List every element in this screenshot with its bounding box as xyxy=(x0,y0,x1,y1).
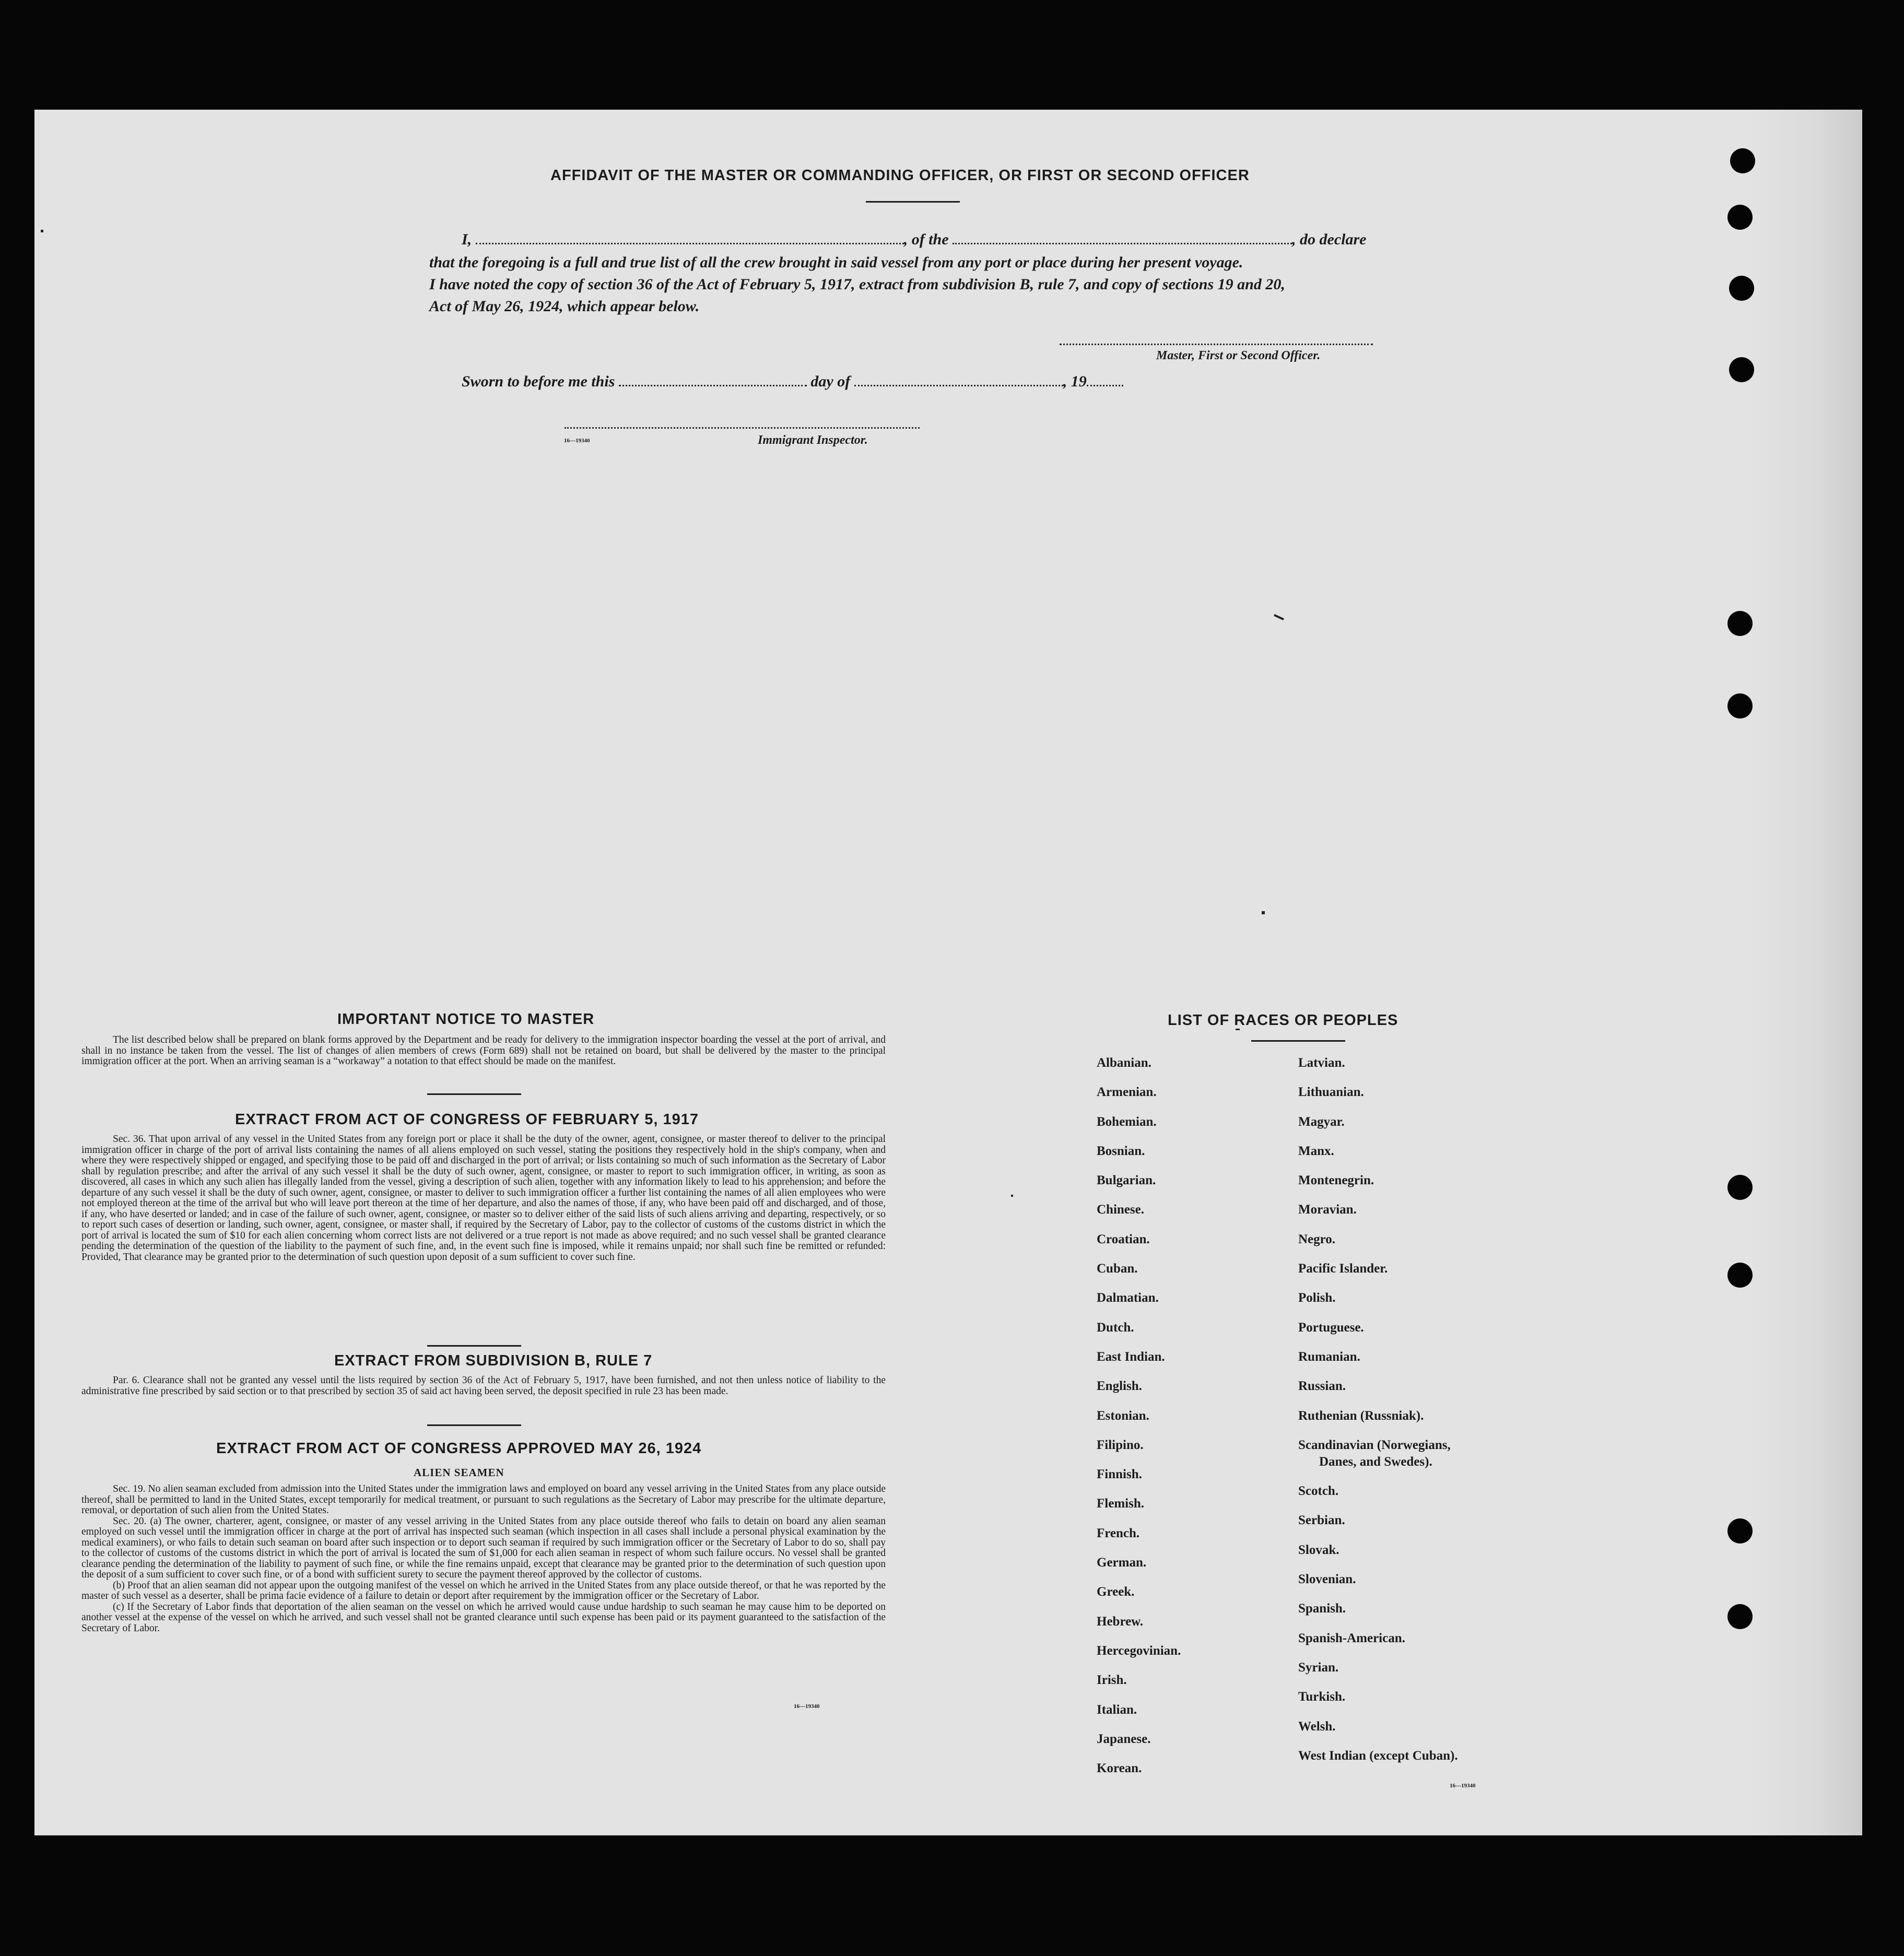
punch-hole-icon xyxy=(1727,205,1753,230)
race-item: Slovenian. xyxy=(1298,1572,1356,1587)
sworn-month-blank[interactable] xyxy=(854,373,1063,386)
race-item: Dutch. xyxy=(1097,1320,1134,1335)
races-title: LIST OF RACES OR PEOPLES xyxy=(1168,1012,1398,1029)
inspector-signature-blank[interactable] xyxy=(565,427,920,429)
extract-1924-body xyxy=(81,1484,886,1634)
race-item: Spanish. xyxy=(1298,1601,1346,1616)
sec-20c-text: (c) If the Secretary of Labor finds that deportation of the alien seaman on the vessel on which he arrived would cause undue hardship to such seaman he may cause him to be deported on another vessel at the expense of the vessel on which he arrived, and such vessel shall not be granted clearance until such expense has been paid or its payment guaranteed to the satisfaction of the Secretary of Labor. xyxy=(81,1601,886,1634)
form-number: 16—19340 xyxy=(794,1703,820,1710)
affidavit-line-1 xyxy=(462,229,1366,251)
race-item: Finnish. xyxy=(1097,1467,1142,1482)
race-item: West Indian (except Cuban). xyxy=(1298,1748,1458,1763)
affidavit-line-3: I have noted the copy of section 36 of the Act of February 5, 1917, extract from subdivision B, rule 7, and copy of sections 19 and 20, xyxy=(429,276,1285,293)
race-item: Moravian. xyxy=(1298,1203,1357,1217)
race-item: French. xyxy=(1097,1526,1140,1540)
speck xyxy=(41,230,43,232)
races-right-column xyxy=(1298,1056,1458,1778)
speck xyxy=(1262,911,1265,914)
title-rule xyxy=(866,201,960,203)
races-left-column xyxy=(1097,1056,1181,1790)
race-item: Turkish. xyxy=(1298,1690,1346,1704)
race-item: Serbian. xyxy=(1298,1513,1345,1528)
speck xyxy=(1274,614,1284,620)
sec-20b-text: (b) Proof that an alien seaman did not appear upon the outgoing manifest of the vessel on which he arrived in the United States from any place outside thereof, or that he was reported by the master of such vessel as a deserter, shall be prima facie evidence of a failure to detain or deport after requirement by the immigration officer or the Secretary of Labor. xyxy=(81,1580,886,1601)
notice-text: The list described below shall be prepared on blank forms approved by the Department and be ready for delivery to the immigration inspector boarding the vessel at the port of arrival, and shall in no instance be taken from the vessel. The list of changes of alien members of crews (Form 689) shall not be retained on board, but shall be delivered by the master to the principal immigration officer at the port. When an arriving seaman is a “workaway” a notation to that effect should be made on the manifest. xyxy=(81,1034,886,1067)
page-edge-shadow xyxy=(1747,110,1862,1835)
race-item: Italian. xyxy=(1097,1702,1137,1717)
race-item: Albanian. xyxy=(1097,1056,1151,1070)
race-item: Syrian. xyxy=(1298,1660,1339,1675)
race-item-continued: Danes, and Swedes). xyxy=(1319,1454,1432,1469)
race-item: Manx. xyxy=(1298,1144,1334,1158)
sworn-line xyxy=(462,371,1123,393)
sworn-year-blank[interactable] xyxy=(1087,373,1123,386)
race-item: Negro. xyxy=(1298,1232,1336,1246)
affidavit-declare-label: , do declare xyxy=(1292,231,1367,248)
race-item: Montenegrin. xyxy=(1298,1173,1374,1188)
race-item: East Indian. xyxy=(1097,1349,1165,1364)
punch-hole-icon xyxy=(1727,693,1753,718)
race-item: Bulgarian. xyxy=(1097,1173,1156,1188)
race-item: Latvian. xyxy=(1298,1056,1345,1070)
extract-1924-title: EXTRACT FROM ACT OF CONGRESS APPROVED MAY 26, 1924 xyxy=(216,1440,702,1457)
punch-hole-icon xyxy=(1730,148,1755,173)
race-item: Ruthenian (Russniak). xyxy=(1298,1408,1424,1423)
race-item: English. xyxy=(1097,1379,1142,1394)
race-item: Magyar. xyxy=(1298,1114,1345,1129)
extract-1917-title: EXTRACT FROM ACT OF CONGRESS OF FEBRUARY 5, 1917 xyxy=(235,1111,699,1128)
master-signature-blank[interactable] xyxy=(1060,344,1373,345)
form-number: 16—19340 xyxy=(1450,1783,1476,1789)
race-item: Rumanian. xyxy=(1298,1349,1360,1364)
master-signature-caption: Master, First or Second Officer. xyxy=(1156,349,1321,362)
affiant-name-blank[interactable] xyxy=(476,231,904,244)
race-item: Armenian. xyxy=(1097,1085,1157,1100)
section-rule xyxy=(427,1345,521,1347)
rule7-text: Par. 6. Clearance shall not be granted any vessel until the lists required by section 36 of the Act of February 5, 1917, have been furnished, and not then unless notice of liability to the administrative fine prescribed by said section or to that prescribed by section 35 of said act having been served, the deposit specified in rule 23 has been made. xyxy=(81,1375,886,1397)
punch-hole-icon xyxy=(1729,276,1754,301)
section-rule xyxy=(427,1093,521,1095)
punch-hole-icon xyxy=(1727,611,1753,636)
punch-hole-icon xyxy=(1727,1263,1753,1288)
sworn-day-blank[interactable] xyxy=(619,373,807,386)
race-item: Cuban. xyxy=(1097,1262,1138,1276)
race-item: Bosnian. xyxy=(1097,1144,1145,1158)
document-page xyxy=(34,110,1862,1835)
sworn-year-label: , 19 xyxy=(1063,373,1087,390)
race-item: Bohemian. xyxy=(1097,1114,1157,1129)
punch-hole-icon xyxy=(1729,357,1754,382)
affidavit-i-label: I, xyxy=(462,231,472,248)
sworn-label: Sworn to before me this xyxy=(462,373,615,390)
race-item: Flemish. xyxy=(1097,1497,1144,1511)
rule7-title: EXTRACT FROM SUBDIVISION B, RULE 7 xyxy=(334,1352,653,1369)
affidavit-of-the-label: , of the xyxy=(903,231,949,248)
race-item: German. xyxy=(1097,1556,1147,1570)
race-item: Welsh. xyxy=(1298,1719,1336,1734)
sec-20a-text: Sec. 20. (a) The owner, charterer, agent, consignee, or master of any vessel arriving in the United States from any place outside thereof who fails to detain on board any alien seaman employed on such vessel until the immigration officer in charge at the port of arrival has inspected such seaman (which inspection in all cases shall include a personal physical examination by the medical examiners), or who fails to detain such seaman on board after such inspection or to deport such seaman if required by such immigration officer or the Secretary of Labor to do so, shall pay to the collector of customs of the customs district in which the port of arrival is located the sum of $1,000 for each alien seaman in respect of whom such failure occurs. No vessel shall be granted clearance pending the determination of the liability to payment of such fine, or while the fine remains unpaid, except that clearance may be granted prior to the determination of such question upon the deposit of a sum sufficient to cover such fine, or of a bond with sufficient surety to secure the payment thereof approved by the collector of customs. xyxy=(81,1515,886,1580)
race-item: Japanese. xyxy=(1097,1731,1151,1746)
race-item: Irish. xyxy=(1097,1673,1127,1688)
race-item: Hercegovinian. xyxy=(1097,1643,1181,1658)
race-item: Croatian. xyxy=(1097,1232,1150,1246)
vessel-blank[interactable] xyxy=(953,231,1292,244)
race-item: Scotch. xyxy=(1298,1484,1339,1499)
race-item: Scandinavian (Norwegians, xyxy=(1298,1437,1451,1452)
race-item: Polish. xyxy=(1298,1291,1336,1305)
affidavit-line-2: that the foregoing is a full and true list of all the crew brought in said vessel from any port or place during her present voyage. xyxy=(429,254,1243,271)
race-item: Korean. xyxy=(1097,1761,1142,1776)
race-item: Portuguese. xyxy=(1298,1320,1364,1335)
punch-hole-icon xyxy=(1727,1604,1753,1629)
speck xyxy=(1011,1195,1013,1197)
sworn-day-of-label: day of xyxy=(810,373,851,390)
inspector-caption: Immigrant Inspector. xyxy=(758,433,868,447)
section-rule xyxy=(427,1424,521,1426)
race-item: Russian. xyxy=(1298,1379,1346,1394)
race-item: Hebrew. xyxy=(1097,1614,1144,1629)
races-title-rule xyxy=(1251,1040,1345,1042)
alien-seamen-subtitle: ALIEN SEAMEN xyxy=(414,1466,504,1479)
race-item: Dalmatian. xyxy=(1097,1291,1159,1305)
extract-1917-text: Sec. 36. That upon arrival of any vessel in the United States from any foreign port or place it shall be the duty of the owner, agent, consignee, or master thereof to deliver to the principal immigration officer in charge of the port of arrival lists containing the names of all aliens employed on such vessel, stating the positions they respectively hold in the ship's company, when and where they were respectively shipped or engaged, and specifying those to be paid off and discharged in the port of arrival; or lists containing so much of such information as the Secretary of Labor shall by regulation prescribe; and after the arrival of any such vessel it shall be the duty of such owner, agent, consignee, or master to report to such immigration officer, in writing, as soon as discovered, all cases in which any such alien has illegally landed from the vessel, giving a description of such alien, together with any information likely to lead to his apprehension; and before the departure of any such vessel it shall be the duty of such owner, agent, consignee, or master to deliver to such immigration officer a further list containing the names of all alien employees who were not employed thereon at the time of the arrival but who will leave port thereon at the time of her departure, and also the names of those, if any, who have been paid off and discharged, and of those, if any, who have deserted or landed; and in case of the failure of such owner, agent, consignee, or master so to deliver either of the said lists of such aliens arriving and departing, respectively, or so to report such cases of desertion or landing, such owner, agent, consignee, or master shall, if required by the Secretary of Labor, pay to the collector of customs of the customs district in which the port of arrival is located the sum of $10 for each alien concerning whom correct lists are not delivered or a true report is not made as above required; and no such vessel shall be granted clearance pending the determination of the question of the liability to the payment of such fine, and, in the event such fine is imposed, while it remains unpaid; nor shall such fine be remitted or refunded: Provided, That clearance may be granted prior to the determination of such question upon deposit of a sum sufficient to cover such fine. xyxy=(81,1134,886,1263)
sec-19-text: Sec. 19. No alien seaman excluded from admission into the United States under the immigration laws and employed on board any vessel arriving in the United States from any place outside thereof, shall be permitted to land in the United States, except temporarily for medical treatment, or pursuant to such regulations as the Secretary of Labor may prescribe for the ultimate departure, removal, or deportation of such alien from the United States. xyxy=(81,1483,886,1516)
notice-title: IMPORTANT NOTICE TO MASTER xyxy=(337,1011,595,1028)
affidavit-line-4: Act of May 26, 1924, which appear below. xyxy=(429,298,700,315)
race-item: Spanish-American. xyxy=(1298,1631,1405,1645)
race-item: Pacific Islander. xyxy=(1298,1262,1388,1276)
race-item: Filipino. xyxy=(1097,1437,1144,1452)
race-item: Greek. xyxy=(1097,1585,1135,1599)
race-item: Slovak. xyxy=(1298,1542,1339,1557)
punch-hole-icon xyxy=(1727,1518,1753,1543)
affidavit-title: AFFIDAVIT OF THE MASTER OR COMMANDING OFFICER, OR FIRST OR SECOND OFFICER xyxy=(550,167,1250,184)
form-number: 16—19340 xyxy=(564,438,590,444)
race-item: Lithuanian. xyxy=(1298,1085,1364,1100)
race-item: Estonian. xyxy=(1097,1408,1149,1423)
race-item: Chinese. xyxy=(1097,1203,1144,1217)
punch-hole-icon xyxy=(1727,1175,1753,1200)
